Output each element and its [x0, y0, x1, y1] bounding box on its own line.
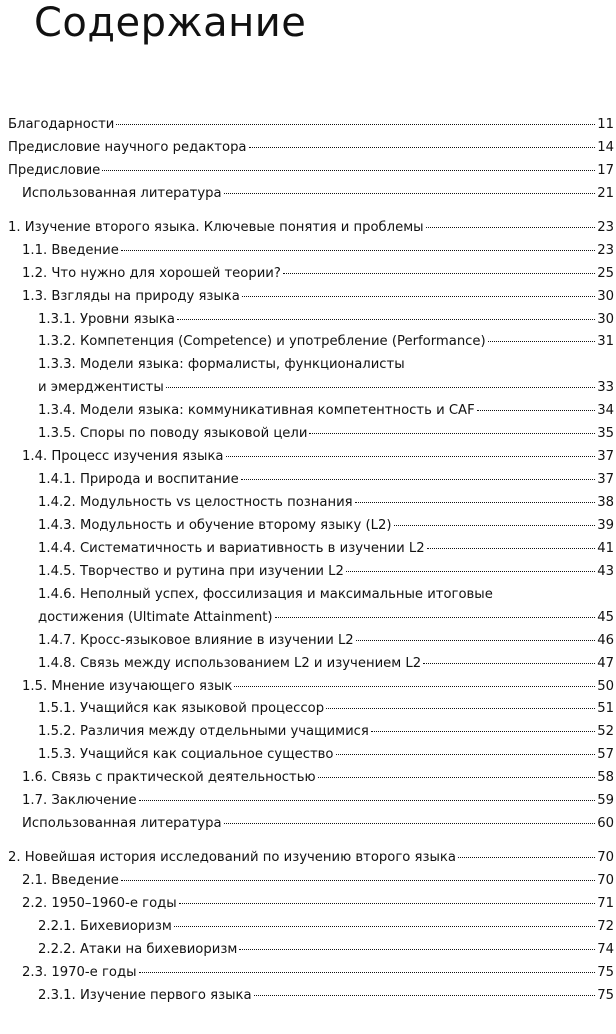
toc-entry-title: 1. Изучение второго языка. Ключевые понятия и проблемы [8, 219, 424, 235]
dot-leader [275, 617, 596, 618]
toc-entry[interactable] [8, 790, 614, 813]
toc-entry-title: 1.4.8. Связь между использованием L2 и изучением L2 [38, 655, 422, 671]
dot-leader [234, 686, 595, 687]
toc-entry-title: 1.4.1. Природа и воспитание [38, 472, 239, 488]
dot-leader [309, 433, 595, 434]
toc-page-number: 14 [597, 139, 614, 155]
toc-entry[interactable] [8, 698, 614, 721]
toc-entry-title: 1.3.1. Уровни языка [38, 311, 175, 327]
toc-entry-title: Использованная литература [22, 816, 222, 832]
toc-page-number: 46 [597, 632, 614, 648]
toc-page-number: 17 [597, 162, 614, 178]
toc-entry[interactable] [8, 515, 614, 538]
toc-entry[interactable] [8, 492, 614, 515]
dot-leader [254, 995, 596, 996]
toc-entry-title: 1.4.5. Творчество и рутина при изучении L2 [38, 563, 344, 579]
dot-leader [423, 663, 595, 664]
toc-page-number: 60 [597, 816, 614, 832]
dot-leader [249, 147, 596, 148]
toc-entry-title: 1.5.2. Различия между отдельными учащимися [38, 724, 369, 740]
toc-entry-title: 1.5.3. Учащийся как социальное существо [38, 747, 334, 763]
toc-page-number: 11 [597, 117, 614, 132]
toc-page-number: 58 [597, 770, 614, 786]
dot-leader [226, 456, 596, 457]
toc-entry[interactable] [8, 939, 614, 962]
toc-entry[interactable] [8, 870, 614, 893]
toc-entry[interactable] [8, 423, 614, 446]
toc-entry[interactable] [8, 744, 614, 767]
dot-leader [166, 387, 595, 388]
toc-entry-title: 1.3.2. Компетенция (Competence) и употребление (Performance) [38, 334, 486, 350]
toc-entry[interactable] [8, 446, 614, 469]
toc-entry-title: и эмерджентисты [38, 380, 164, 396]
toc-entry-title: 2. Новейшая история исследований по изучению второго языка [8, 850, 456, 866]
toc-entry-title: 1.4.6. Неполный успех, фоссилизация и максимальные итоговые [38, 586, 493, 602]
dot-leader [224, 193, 596, 194]
toc-page-number: 35 [597, 426, 614, 442]
toc-page-number: 71 [597, 895, 614, 911]
toc-page-number: 52 [597, 724, 614, 740]
dot-leader [102, 170, 595, 171]
dot-leader [239, 949, 595, 950]
toc-entry-title: 1.5. Мнение изучающего язык [22, 678, 233, 694]
toc-entry-title: 1.1. Введение [22, 242, 119, 258]
toc-entry[interactable] [8, 469, 614, 492]
toc-entry-title: 2.3. 1970-е годы [22, 964, 137, 980]
toc-page-number: 75 [597, 987, 614, 1003]
toc-page-number: 30 [597, 288, 614, 304]
toc-page-number: 72 [597, 918, 614, 934]
toc-entry[interactable] [8, 561, 614, 584]
dot-leader [458, 857, 595, 858]
dot-leader [139, 972, 596, 973]
dot-leader [356, 640, 596, 641]
dot-leader [488, 341, 596, 342]
toc-entry-title: 2.3.1. Изучение первого языка [38, 987, 252, 1003]
toc-entry[interactable] [8, 676, 614, 699]
toc-entry[interactable] [8, 584, 614, 607]
toc-entry[interactable] [8, 653, 614, 676]
toc-page-number: 50 [597, 678, 614, 694]
toc-entry[interactable] [8, 400, 614, 423]
toc-page-number: 38 [597, 495, 614, 510]
section-gap [8, 206, 614, 217]
toc-entry[interactable] [8, 377, 614, 400]
toc-entry[interactable] [8, 263, 614, 286]
toc-entry[interactable] [8, 309, 614, 332]
toc-entry[interactable] [8, 331, 614, 354]
dot-leader [179, 903, 596, 904]
toc-entry-title: 2.2. 1950–1960-е годы [22, 895, 177, 911]
toc-page-number: 70 [597, 850, 614, 866]
toc-page-number: 30 [597, 311, 614, 327]
dot-leader [241, 479, 595, 480]
toc-entry[interactable] [8, 893, 614, 916]
toc-page-number: 45 [597, 609, 614, 625]
toc-entry[interactable] [8, 354, 614, 377]
toc-entry[interactable] [8, 767, 614, 790]
toc-entry[interactable] [8, 217, 614, 240]
toc-page-number: 70 [597, 873, 614, 888]
toc-entry-title: Предисловие [8, 162, 101, 178]
toc-page-number: 59 [597, 793, 614, 809]
dot-leader [116, 124, 595, 125]
toc-page-number: 41 [597, 540, 614, 556]
dot-leader [177, 319, 595, 320]
toc-entry[interactable] [8, 114, 614, 137]
toc-entry-title: 1.6. Связь с практической деятельностью [22, 770, 316, 786]
toc-entry-title: 1.7. Заключение [22, 793, 137, 809]
toc-page-number: 34 [597, 403, 614, 419]
toc-page-number: 51 [597, 701, 614, 717]
toc-page-number: 57 [597, 747, 614, 763]
toc-page-number: 74 [597, 941, 614, 957]
toc-entry[interactable] [8, 607, 614, 630]
toc-entry-title: 1.4.2. Модульность vs целостность познания [38, 495, 353, 510]
dot-leader [139, 800, 596, 801]
toc-entry[interactable] [8, 183, 614, 206]
page-title: Содержание [34, 0, 307, 46]
dot-leader [336, 754, 596, 755]
dot-leader [427, 548, 596, 549]
toc-entry[interactable] [8, 240, 614, 263]
dot-leader [394, 525, 596, 526]
toc-entry-title: 1.3.3. Модели языка: формалисты, функционалисты [38, 357, 405, 373]
dot-leader [355, 502, 596, 503]
dot-leader [121, 880, 595, 881]
toc-page-number: 23 [597, 219, 614, 235]
toc-entry[interactable] [8, 916, 614, 939]
toc-entry[interactable] [8, 847, 614, 870]
toc-page-number: 37 [597, 449, 614, 465]
toc-entry-title: 1.4.4. Систематичность и вариативность в изучении L2 [38, 540, 425, 556]
toc-page-number: 23 [597, 242, 614, 258]
dot-leader [121, 250, 595, 251]
toc-entry-title: 1.3.5. Споры по поводу языковой цели [38, 426, 308, 442]
toc-entry[interactable] [8, 985, 614, 1008]
section-gap [8, 836, 614, 847]
dot-leader [477, 410, 596, 411]
toc-page-number: 47 [597, 655, 614, 671]
dot-leader [371, 731, 595, 732]
toc-page-number: 33 [597, 380, 614, 396]
toc-page-number: 31 [597, 334, 614, 350]
table-of-contents [8, 114, 614, 1008]
toc-entry-title: 1.4.3. Модульность и обучение второму языку (L2) [38, 517, 392, 533]
toc-entry-title: Использованная литература [22, 185, 222, 201]
toc-entry-title: Благодарности [8, 117, 115, 132]
dot-leader [346, 571, 595, 572]
toc-entry[interactable] [8, 721, 614, 744]
toc-page-number: 25 [597, 265, 614, 281]
toc-entry-title: 1.3. Взгляды на природу языка [22, 288, 240, 304]
dot-leader [242, 296, 595, 297]
toc-entry-title: Предисловие научного редактора [8, 139, 247, 155]
toc-page-number: 75 [597, 964, 614, 980]
toc-entry[interactable] [8, 538, 614, 561]
toc-entry-title: 1.4.7. Кросс-языковое влияние в изучении L2 [38, 632, 354, 648]
toc-entry[interactable] [8, 962, 614, 985]
toc-entry-title: 1.3.4. Модели языка: коммуникативная компетентность и CAF [38, 403, 475, 419]
toc-entry-title: достижения (Ultimate Attainment) [38, 609, 273, 625]
toc-page-number: 37 [597, 472, 614, 488]
toc-entry-title: 1.5.1. Учащийся как языковой процессор [38, 701, 325, 717]
dot-leader [326, 708, 595, 709]
dot-leader [224, 823, 596, 824]
toc-entry-title: 2.2.1. Бихевиоризм [38, 918, 172, 934]
toc-page-number: 39 [597, 517, 614, 533]
toc-entry[interactable] [8, 286, 614, 309]
dot-leader [318, 777, 596, 778]
toc-entry[interactable] [8, 160, 614, 183]
toc-entry[interactable] [8, 813, 614, 836]
toc-entry[interactable] [8, 630, 614, 653]
dot-leader [174, 926, 595, 927]
toc-entry-title: 2.1. Введение [22, 873, 119, 888]
toc-entry-title: 1.4. Процесс изучения языка [22, 449, 224, 465]
toc-page-number: 21 [597, 185, 614, 201]
toc-page-number: 43 [597, 563, 614, 579]
dot-leader [283, 273, 595, 274]
toc-entry[interactable] [8, 137, 614, 160]
dot-leader [426, 227, 596, 228]
toc-entry-title: 2.2.2. Атаки на бихевиоризм [38, 941, 238, 957]
toc-entry-title: 1.2. Что нужно для хорошей теории? [22, 265, 281, 281]
